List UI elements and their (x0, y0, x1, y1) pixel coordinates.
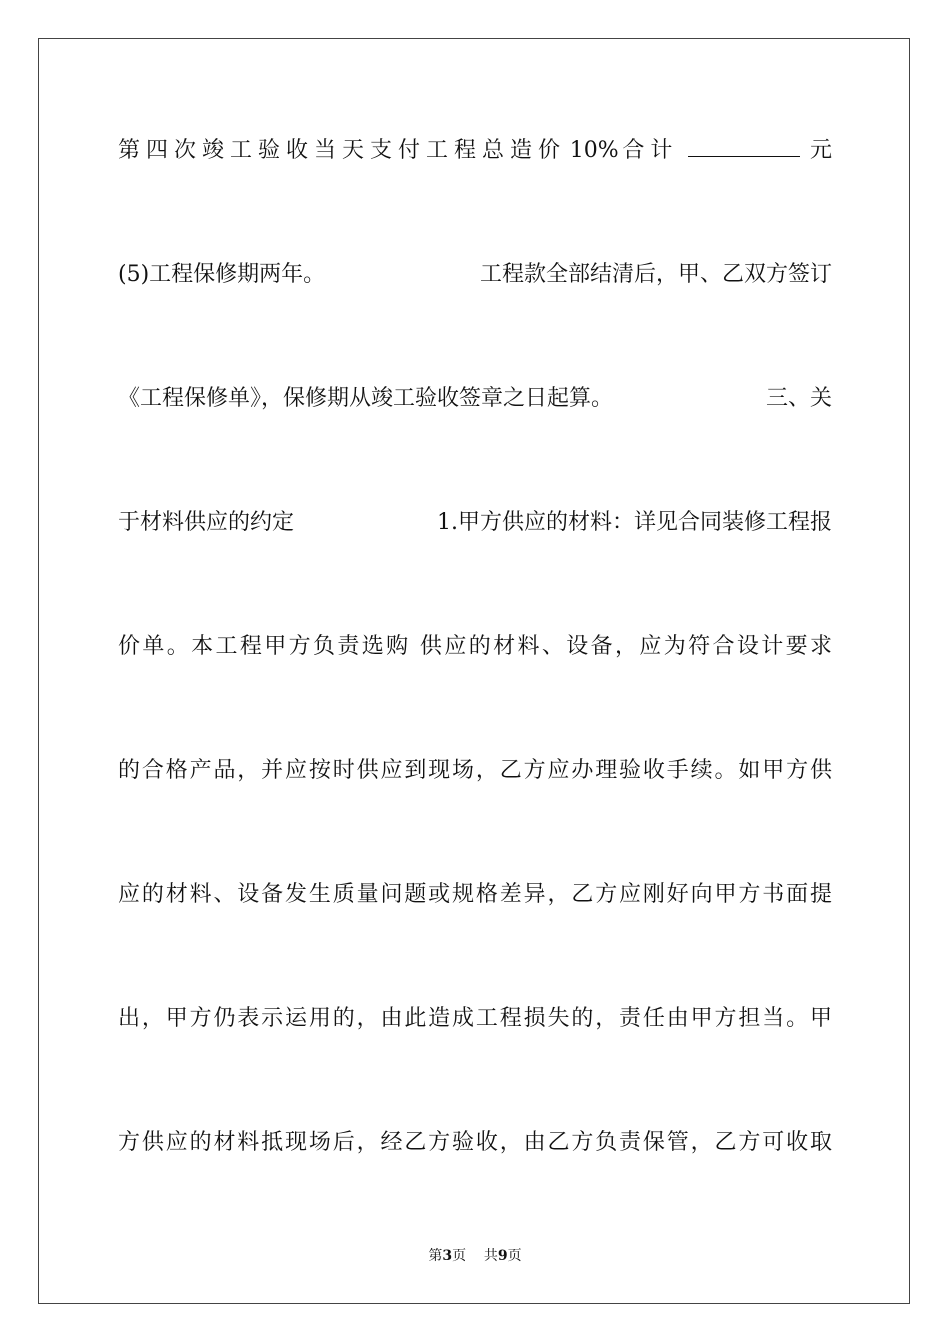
page-prefix: 第 (428, 1248, 443, 1264)
total-suffix: 页 (507, 1248, 522, 1264)
line-1-total-label: 合计 (622, 138, 679, 163)
line-3-text-a: 《工程保修单》，保修期从竣工验收签章之日起算。 (118, 386, 614, 411)
line-7-text: 应的材料、设备发生质量问题或规格差异，乙方应刚好向甲方书面提 (118, 882, 834, 907)
line-4-text-a: 于材料供应的约定 (118, 510, 295, 535)
text-line-9 (118, 1128, 832, 1158)
line-9-text: 方供应的材料抵现场后，经乙方验收，由乙方负责保管，乙方可收取 (118, 1130, 834, 1155)
line-3-text-b: 三、关 (765, 386, 832, 411)
text-line-5 (118, 632, 835, 662)
line-1-unit: 元 (809, 138, 832, 163)
page-suffix: 页 (452, 1248, 467, 1264)
line-2-text-a: (5)工程保修期两年。 (118, 262, 326, 287)
text-line-2 (118, 260, 832, 290)
line-1-text: 第四次竣工验收当天支付工程总造价 (118, 138, 567, 163)
line-6-text: 的合格产品，并应按时供应到现场，乙方应办理验收手续。如甲方供 (118, 758, 834, 783)
page-footer (0, 1246, 950, 1266)
line-1-percent: 10% (569, 138, 619, 163)
text-line-8 (118, 1004, 832, 1034)
text-line-1 (118, 136, 832, 166)
page-border (38, 38, 910, 1304)
page-number: 3 (442, 1248, 453, 1264)
total-prefix: 共 (483, 1248, 498, 1264)
text-line-3 (118, 384, 832, 414)
line-5-text: 价单。本工程甲方负责选购 供应的材料、设备，应为符合设计要求 (118, 634, 835, 659)
line-2-text-b: 工程款全部结清后，甲、乙双方签订 (479, 262, 832, 287)
line-4-text-b: 1.甲方供应的材料：详见合同装修工程报 (437, 510, 832, 535)
text-line-6 (118, 756, 832, 786)
total-pages: 9 (497, 1248, 508, 1264)
line-8-text: 出，甲方仍表示运用的，由此造成工程损失的，责任由甲方担当。甲 (118, 1006, 834, 1031)
text-line-7 (118, 880, 832, 910)
text-line-4 (118, 508, 832, 538)
amount-blank (688, 138, 800, 157)
